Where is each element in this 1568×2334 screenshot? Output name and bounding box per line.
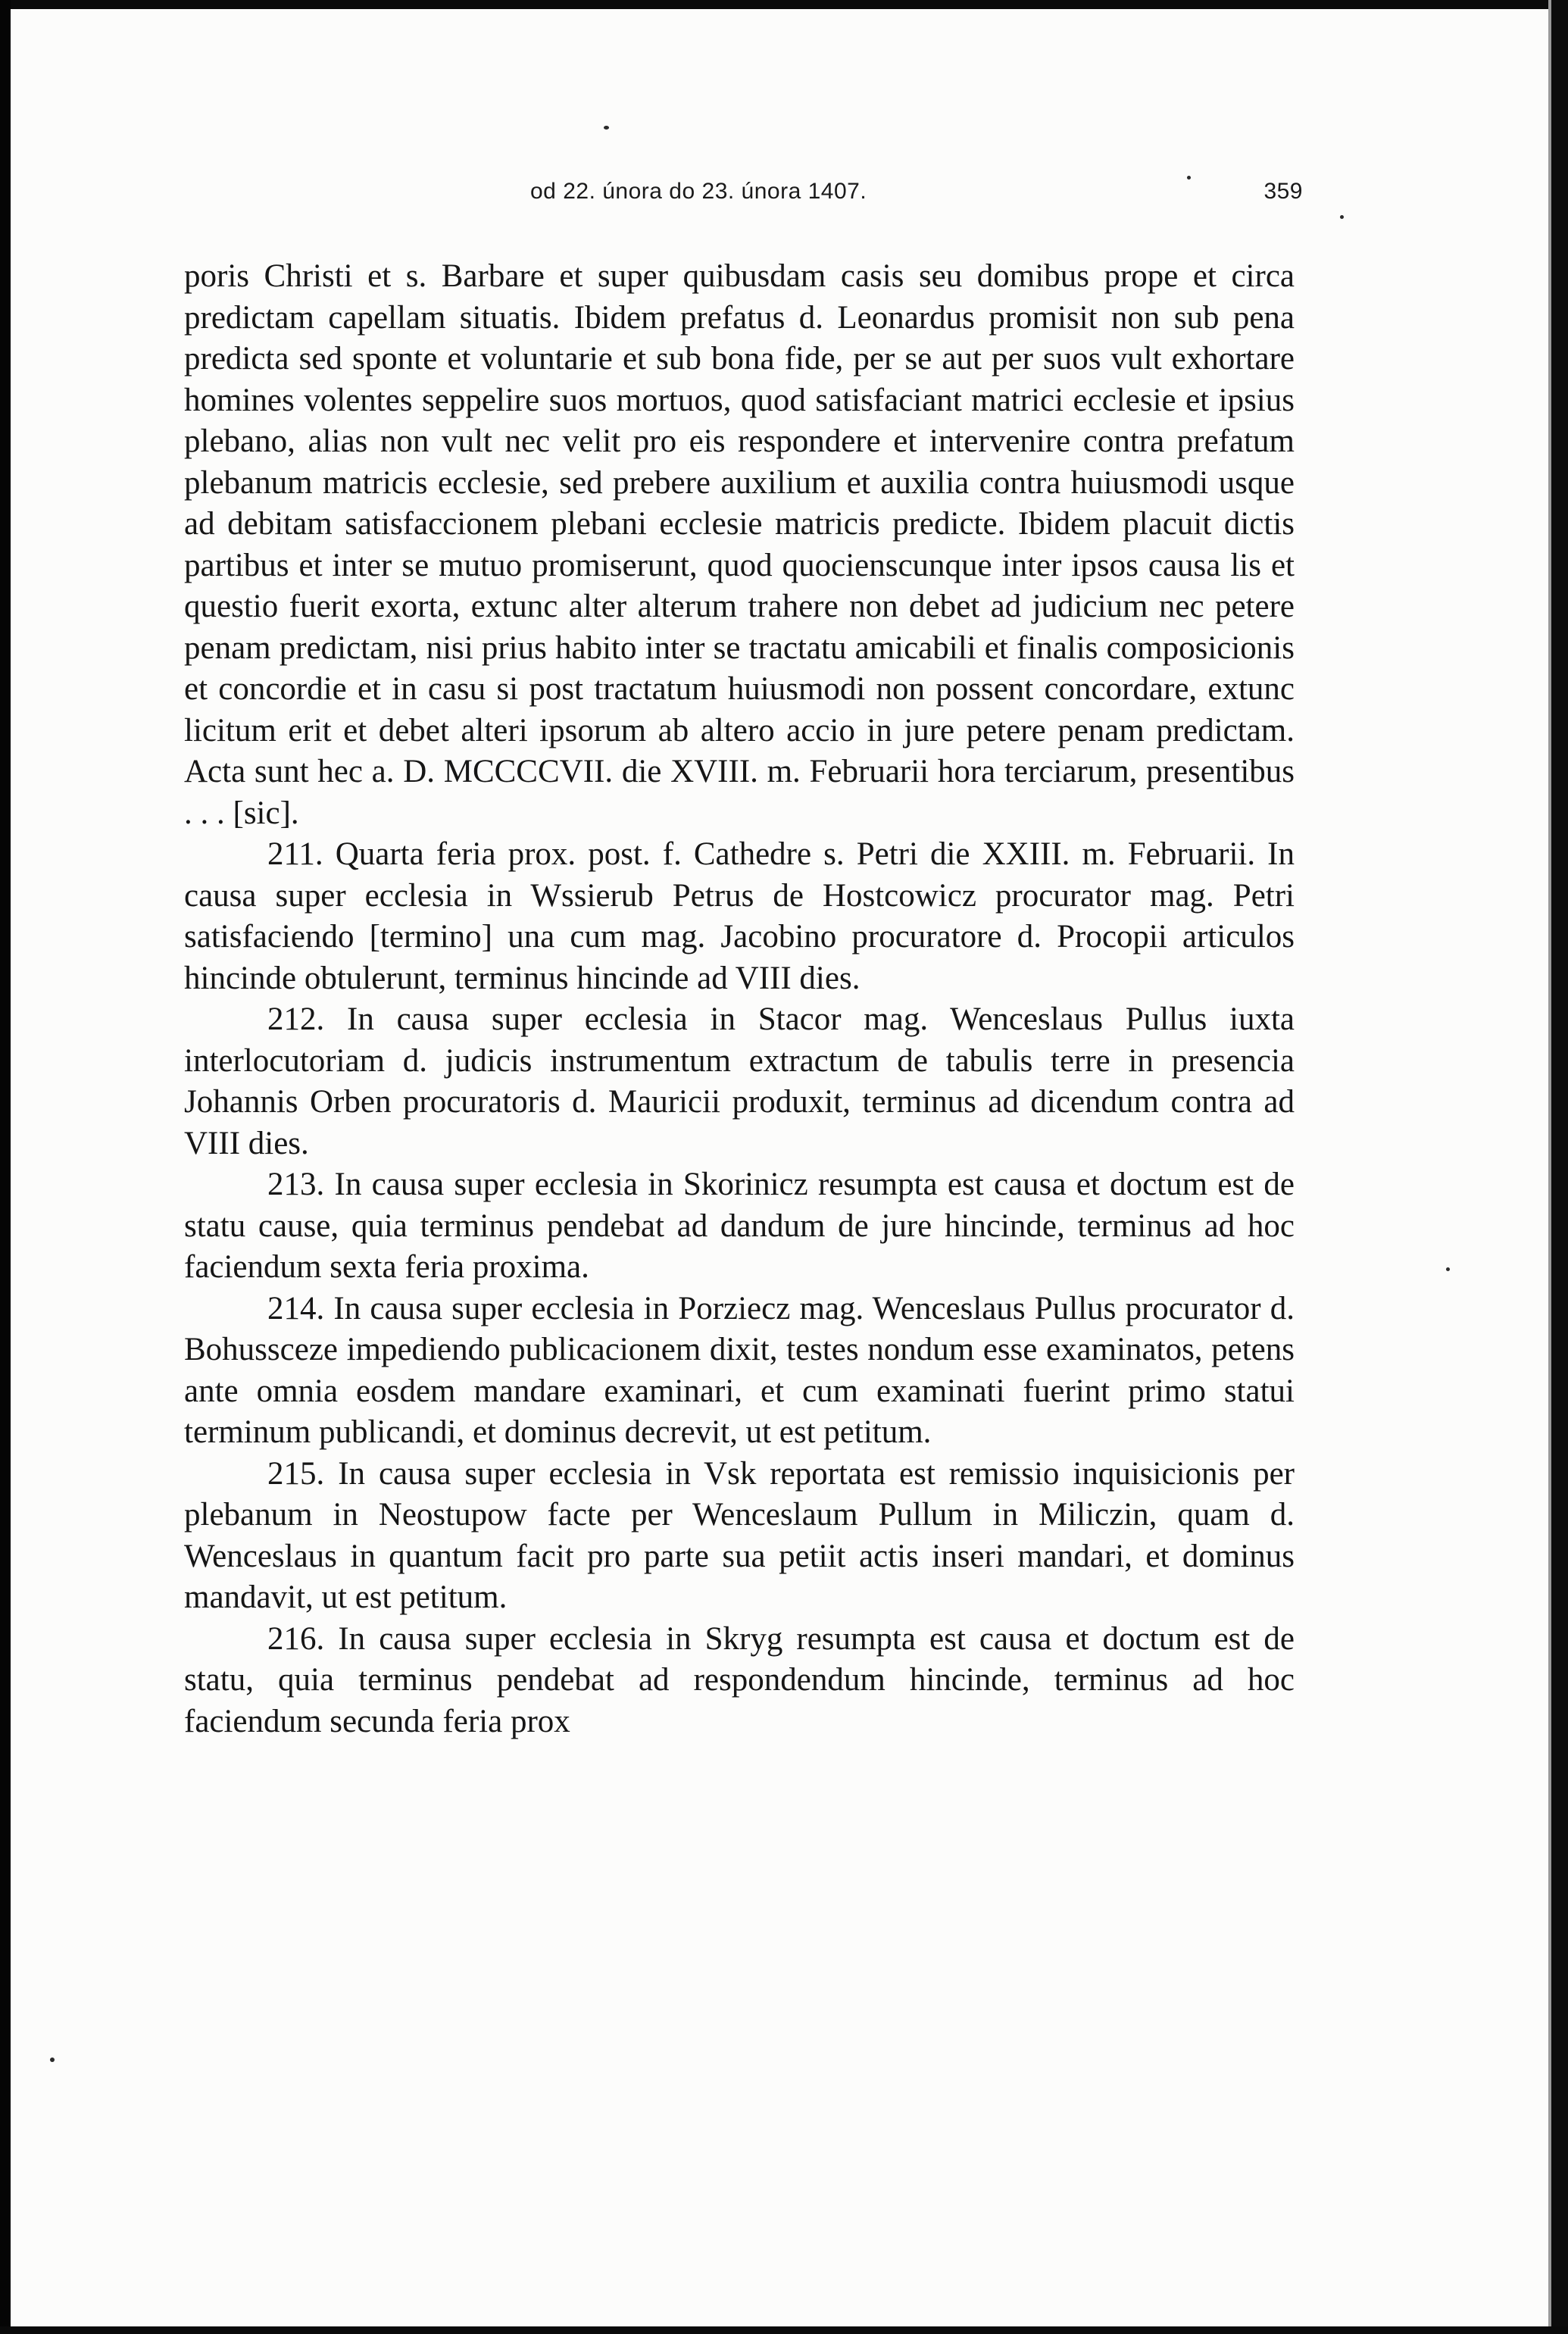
running-head-title: od 22. února do 23. února 1407. bbox=[530, 179, 867, 204]
entry-215: 215. In causa super ecclesia in Vsk reportata est remissio inquisicionis per plebanum in Neostupow facte per Wenceslaum Pullum in Miliczin, quam d. Wenceslaus in quantum facit pro parte sua petiit actis inseri mandari, et dominus mandavit, ut est petitum. bbox=[184, 1455, 1295, 1615]
scan-edge-left bbox=[0, 0, 11, 2334]
body-text bbox=[184, 256, 1295, 1742]
page-number: 359 bbox=[1263, 179, 1303, 204]
scan-edge-bottom bbox=[0, 2326, 1568, 2334]
scan-speck bbox=[1446, 1267, 1450, 1271]
scan-speck bbox=[1340, 215, 1344, 219]
continued-paragraph: poris Christi et s. Barbare et super quibusdam casis seu domibus prope et circa predictam capellam situatis. Ibidem prefatus d. Leonardus promisit non sub pena predicta sed sponte et voluntarie et sub bona fide, per se aut per suos vult exhortare homines volentes seppelire suos mortuos, quod satisfaciant matrici ecclesie et ipsius plebano, alias non vult nec velit pro eis respondere et intervenire contra prefatum plebanum matricis ecclesie, sed prebere auxilium et auxilia contra huiusmodi usque ad debitam satisfaccionem plebani ecclesie matricis predicte. Ibidem placuit dictis partibus et inter se mutuo promiserunt, quod quocienscunque inter ipsos causa lis et questio fuerit exorta, extunc alter alterum trahere non debet ad judicium nec petere penam predictam, nisi prius habito inter se tractatu amicabili et finalis composicionis et concordie et in casu si post tractatum huiusmodi non possent concordare, extunc licitum erit et debet alteri ipsorum ab altero accio in jure petere penam predictam. Acta sunt hec a. D. MCCCCVII. die XVIII. m. Februarii hora terciarum, presentibus . . . [sic]. bbox=[184, 258, 1295, 831]
entry-214: 214. In causa super ecclesia in Porziecz mag. Wenceslaus Pullus procurator d. Bohussceze impediendo publicacionem dixit, testes nondum esse examinatos, petens ante omnia eosdem mandare examinari, et cum examinati fuerint primo statui terminum publicandi, et dominus decrevit, ut est petitum. bbox=[184, 1290, 1295, 1450]
entry-216: 216. In causa super ecclesia in Skryg resumpta est causa et doctum est de statu, quia terminus pendebat ad respondendum hincinde, terminus ad hoc faciendum secunda feria prox bbox=[184, 1620, 1295, 1739]
entry-211: 211. Quarta feria prox. post. f. Cathedre s. Petri die XXIII. m. Februarii. In causa super ecclesia in Wssierub Petrus de Hostcowicz procurator mag. Petri satisfaciendo [termino] una cum mag. Jacobino procuratore d. Procopii articulos hincinde obtulerunt, terminus hincinde ad VIII dies. bbox=[184, 836, 1295, 996]
entry-213: 213. In causa super ecclesia in Skorinicz resumpta est causa et doctum est de statu cause, quia terminus pendebat ad dandum de jure hincinde, terminus ad hoc faciendum sexta feria proxima. bbox=[184, 1167, 1295, 1285]
scan-speck bbox=[50, 2057, 55, 2062]
scan-edge-right bbox=[1551, 0, 1568, 2334]
scan-edge-top bbox=[0, 0, 1568, 9]
entry-212: 212. In causa super ecclesia in Stacor mag. Wenceslaus Pullus iuxta interlocutoriam d. judicis instrumentum extractum de tabulis terre in presencia Johannis Orben procuratoris d. Mauricii produxit, terminus ad dicendum contra ad VIII dies. bbox=[184, 1001, 1295, 1161]
running-head bbox=[530, 179, 1303, 217]
scan-speck bbox=[604, 126, 609, 130]
